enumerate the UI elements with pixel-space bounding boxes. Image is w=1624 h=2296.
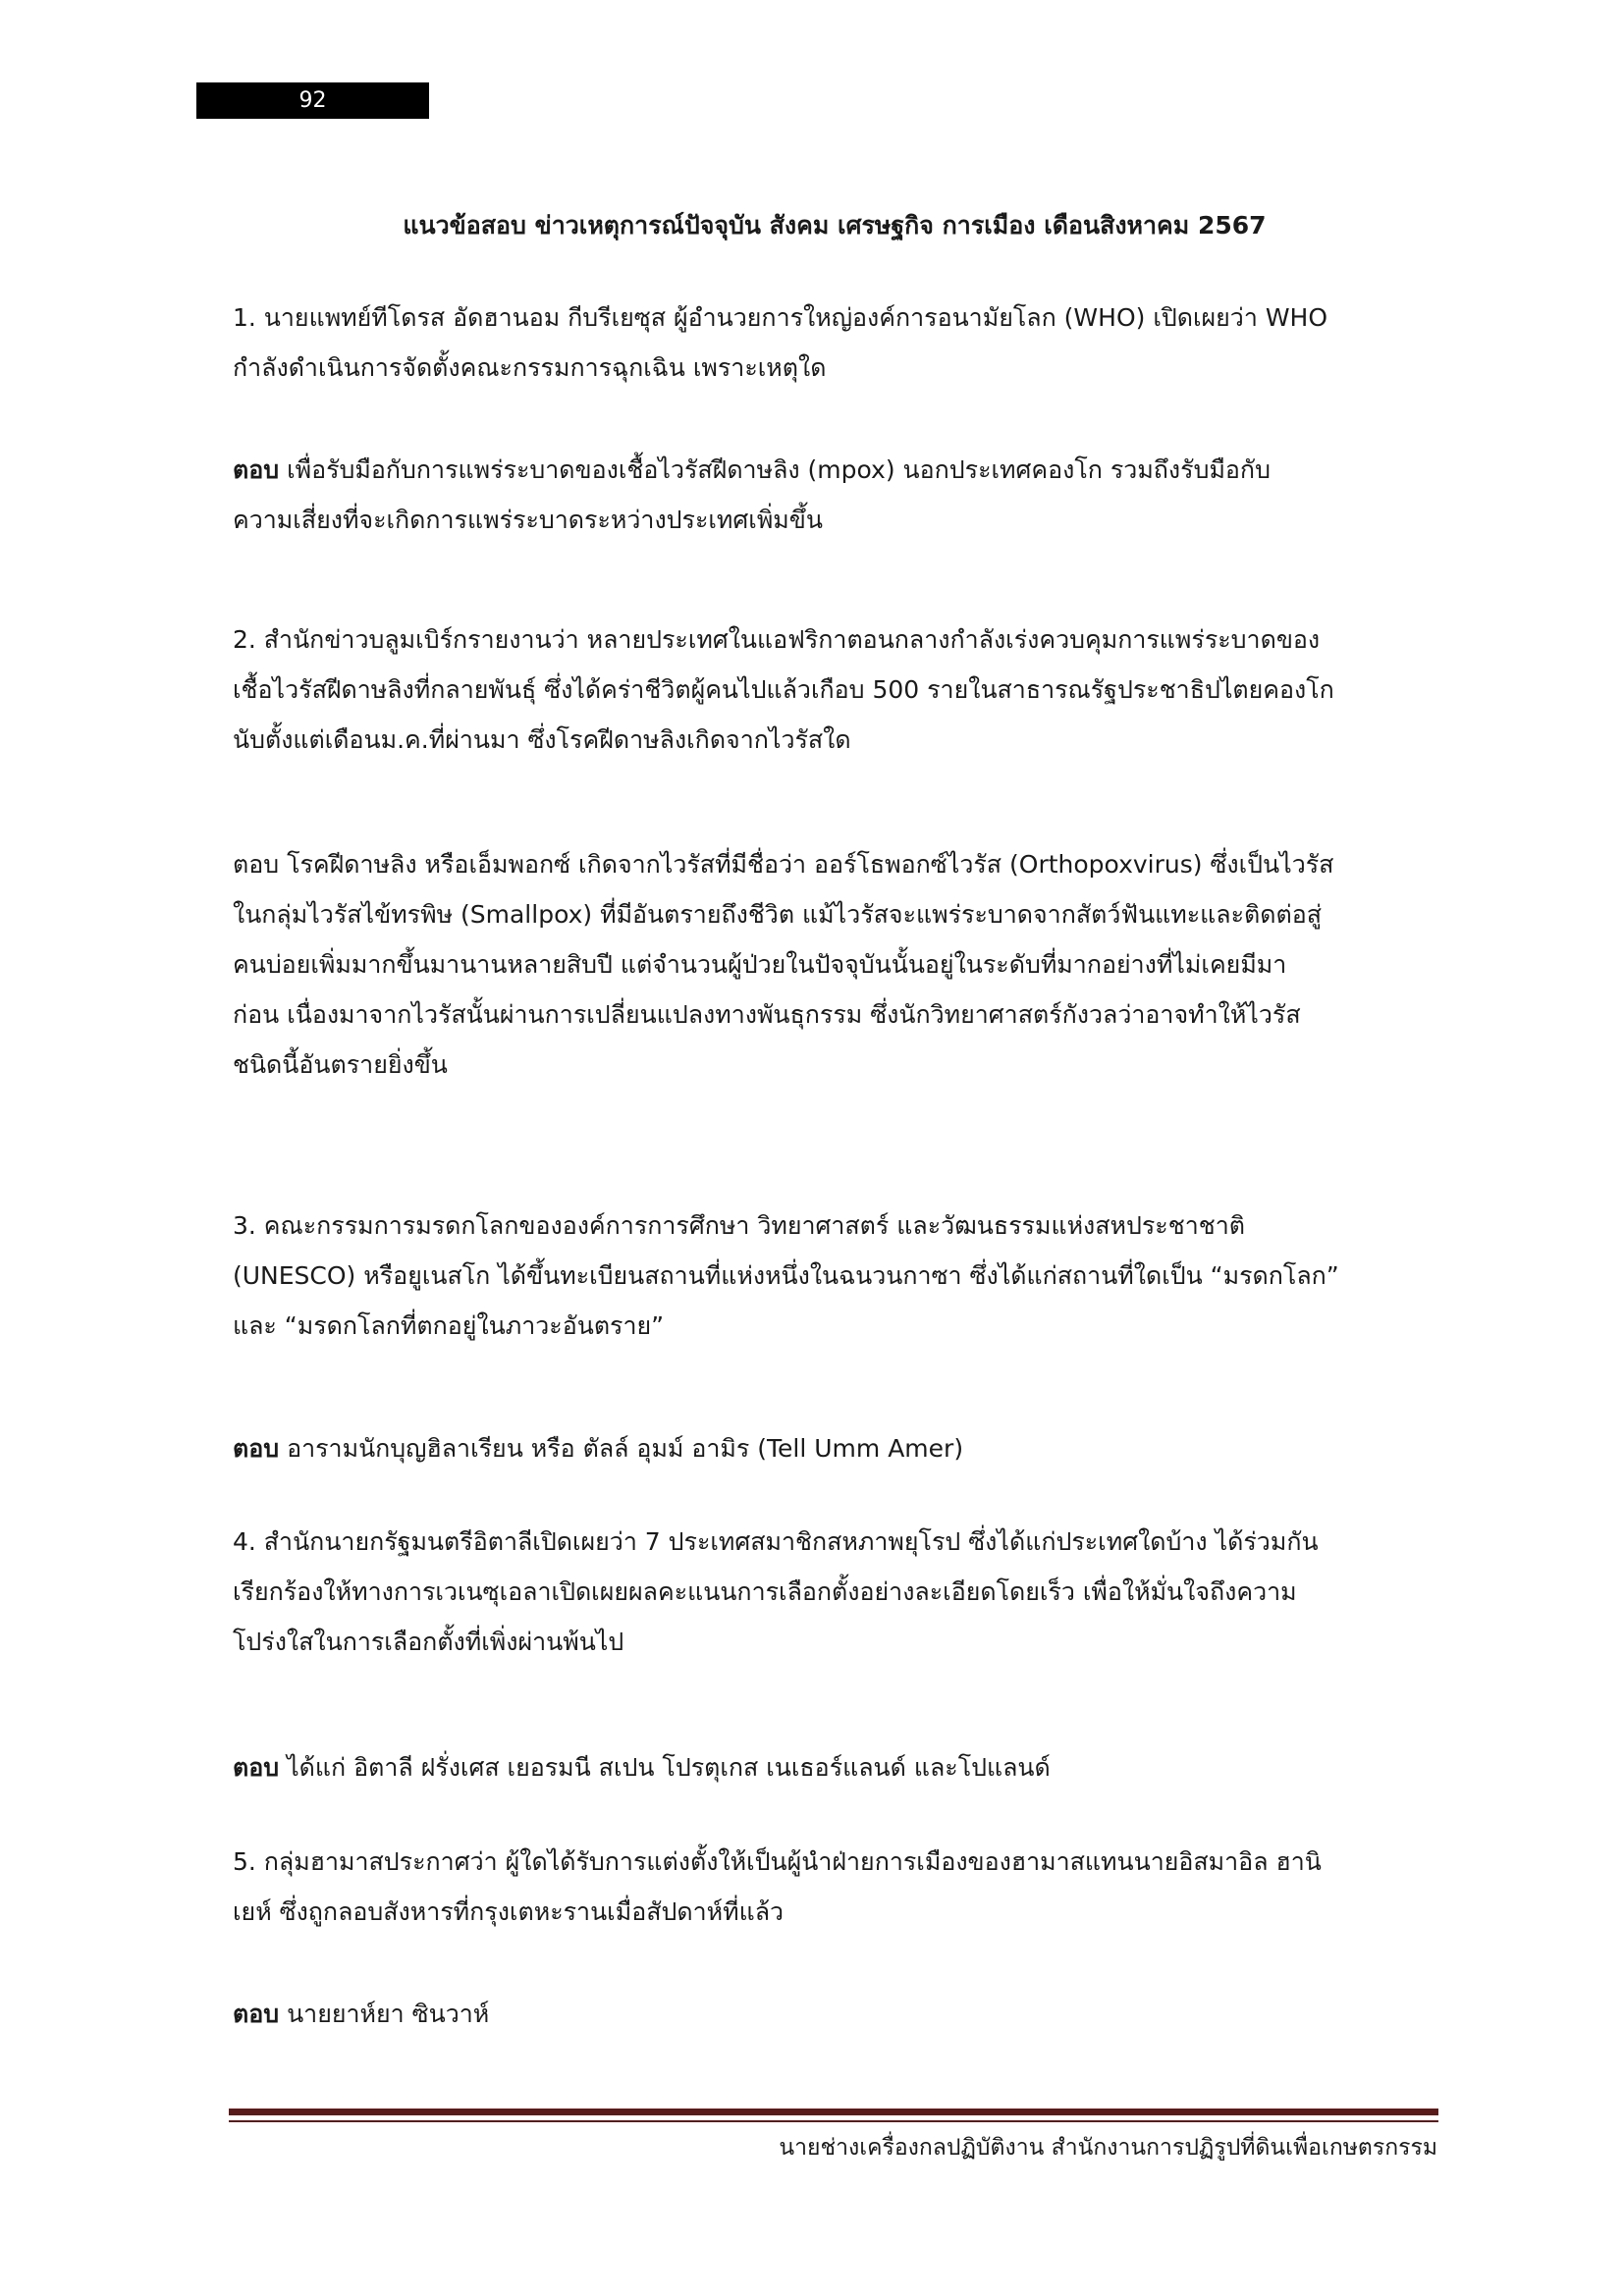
question-2 <box>233 614 1435 765</box>
question-3 <box>233 1201 1435 1351</box>
answer-2 <box>233 839 1435 1090</box>
answer-label: ตอบ <box>233 1434 280 1463</box>
question-5-line-1: 5. กลุ่มฮามาสประกาศว่า ผู้ใดได้รับการแต่งตั้งให้เป็นผู้นำฝ่ายการเมืองของฮามาสแทนนายอิสมาอิล ฮานิ <box>233 1847 1322 1876</box>
answer-label: ตอบ <box>233 2000 280 2028</box>
answer-1-line-1 <box>233 445 1435 495</box>
answer-1-line-2: ความเสี่ยงที่จะเกิดการแพร่ระบาดระหว่างประเทศเพิ่มขึ้น <box>233 506 823 534</box>
footer-rule <box>229 2109 1438 2115</box>
answer-label: ตอบ <box>233 455 280 484</box>
question-2-line-2: เชื้อไวรัสฝีดาษลิงที่กลายพันธุ์ ซึ่งได้คร่าชีวิตผู้คนไปแล้วเกือบ 500 รายในสาธารณรัฐประชาธิปไตยคองโก <box>233 675 1334 704</box>
footer-rule-thin <box>229 2120 1438 2122</box>
question-4 <box>233 1517 1435 1667</box>
answer-3-line-1 <box>233 1423 1435 1473</box>
question-3-line-3: และ “มรดกโลกที่ตกอยู่ในภาวะอันตราย” <box>233 1311 665 1340</box>
answer-2-line-1: ตอบ โรคฝีดาษลิง หรือเอ็มพอกซ์ เกิดจากไวรัสที่มีชื่อว่า ออร์โธพอกซ์ไวรัส (Orthopoxvirus) ซึ่งเป็นไวรัส <box>233 850 1334 879</box>
footer-text: นายช่างเครื่องกลปฏิบัติงาน สำนักงานการปฏิรูปที่ดินเพื่อเกษตรกรรม <box>779 2135 1437 2161</box>
answer-1-text: เพื่อรับมือกับการแพร่ระบาดของเชื้อไวรัสฝีดาษลิง (mpox) นอกประเทศคองโก รวมถึงรับมือกับ <box>279 455 1271 484</box>
question-4-line-3: โปร่งใสในการเลือกตั้งที่เพิ่งผ่านพ้นไป <box>233 1628 624 1656</box>
question-5 <box>233 1837 1435 1937</box>
question-2-line-3: นับตั้งแต่เดือนม.ค.ที่ผ่านมา ซึ่งโรคฝีดาษลิงเกิดจากไวรัสใด <box>233 725 851 754</box>
answer-1 <box>233 445 1435 545</box>
answer-4 <box>233 1742 1435 1792</box>
document-title: แนวข้อสอบ ข่าวเหตุการณ์ปัจจุบัน สังคม เศรษฐกิจ การเมือง เดือนสิงหาคม 2567 <box>403 211 1267 240</box>
question-5-line-2: เยห์ ซึ่งถูกลอบสังหารที่กรุงเตหะรานเมื่อสัปดาห์ที่แล้ว <box>233 1897 785 1926</box>
page-number: 92 <box>196 82 429 119</box>
question-4-line-2: เรียกร้องให้ทางการเวเนซุเอลาเปิดเผยผลคะแนนการเลือกตั้งอย่างละเอียดโดยเร็ว เพื่อให้มั่นใจถึงความ <box>233 1577 1297 1606</box>
answer-3 <box>233 1423 1435 1473</box>
question-1-line-1: 1. นายแพทย์ทีโดรส อัดฮานอม กีบรีเยซุส ผู้อำนวยการใหญ่องค์การอนามัยโลก (WHO) เปิดเผยว่า WHO <box>233 303 1328 332</box>
answer-4-line-1 <box>233 1742 1435 1792</box>
answer-2-line-5: ชนิดนี้อันตรายยิ่งขึ้น <box>233 1050 448 1079</box>
question-3-line-1: 3. คณะกรรมการมรดกโลกขององค์การการศึกษา วิทยาศาสตร์ และวัฒนธรรมแห่งสหประชาชาติ <box>233 1211 1245 1240</box>
question-4-line-1: 4. สำนักนายกรัฐมนตรีอิตาลีเปิดเผยว่า 7 ประเทศสมาชิกสหภาพยุโรป ซึ่งได้แก่ประเทศใดบ้าง ได้ร่วมกัน <box>233 1527 1319 1556</box>
answer-2-line-4: ก่อน เนื่องมาจากไวรัสนั้นผ่านการเปลี่ยนแปลงทางพันธุกรรม ซึ่งนักวิทยาศาสตร์กังวลว่าอาจทำให้ไวรัส <box>233 1000 1301 1029</box>
answer-5-text: นายยาห์ยา ซินวาห์ <box>279 2000 490 2028</box>
question-1 <box>233 293 1435 393</box>
question-1-line-2: กำลังดำเนินการจัดตั้งคณะกรรมการฉุกเฉิน เพราะเหตุใด <box>233 353 827 382</box>
answer-2-line-3: คนบ่อยเพิ่มมากขึ้นมานานหลายสิบปี แต่จำนวนผู้ป่วยในปัจจุบันนั้นอยู่ในระดับที่มากอย่างที่ไม่เคยมีมา <box>233 950 1287 979</box>
question-2-line-1: 2. สำนักข่าวบลูมเบิร์กรายงานว่า หลายประเทศในแอฟริกาตอนกลางกำลังเร่งควบคุมการแพร่ระบาดของ <box>233 625 1321 654</box>
answer-2-line-2: ในกลุ่มไวรัสไข้ทรพิษ (Smallpox) ที่มีอันตรายถึงชีวิต แม้ไวรัสจะแพร่ระบาดจากสัตว์ฟันแทะและติดต่อสู่ <box>233 900 1323 929</box>
answer-5-line-1 <box>233 1989 1435 2039</box>
answer-5 <box>233 1989 1435 2039</box>
answer-4-text: ได้แก่ อิตาลี ฝรั่งเศส เยอรมนี สเปน โปรตุเกส เนเธอร์แลนด์ และโปแลนด์ <box>279 1753 1051 1782</box>
answer-3-text: อารามนักบุญฮิลาเรียน หรือ ตัลล์ อุมม์ อามิร (Tell Umm Amer) <box>279 1434 964 1463</box>
question-3-line-2: (UNESCO) หรือยูเนสโก ได้ขึ้นทะเบียนสถานที่แห่งหนึ่งในฉนวนกาซา ซึ่งได้แก่สถานที่ใดเป็น “มรดกโลก” <box>233 1261 1339 1290</box>
answer-label: ตอบ <box>233 1753 280 1782</box>
